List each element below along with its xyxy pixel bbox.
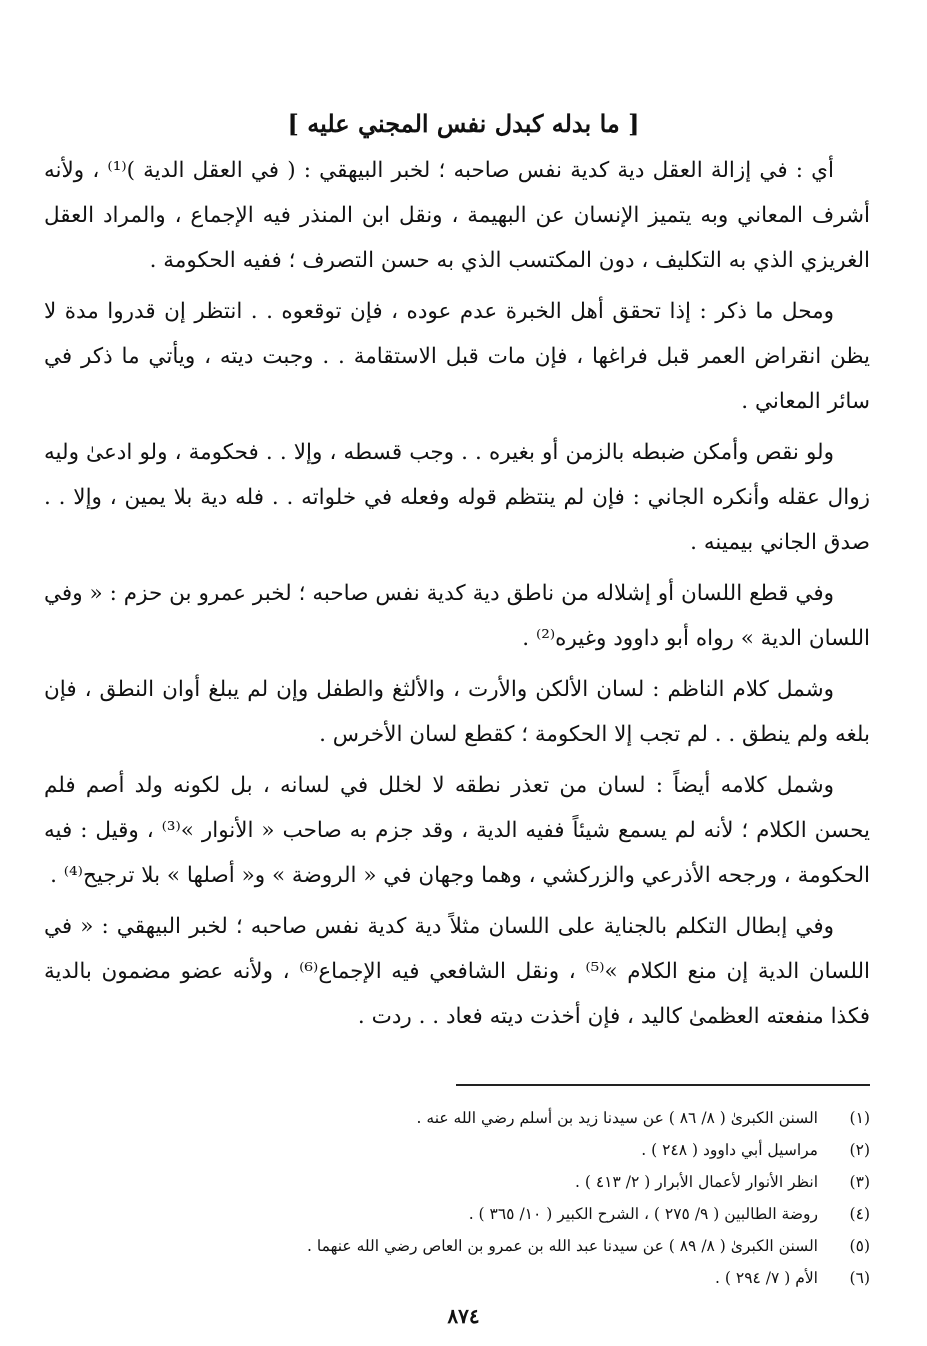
footnote-text: السنن الكبرىٰ ( ٨/ ٨٦ ) عن سيدنا زيد بن أسلم رضي الله عنه . [416, 1109, 818, 1127]
paragraph-4: وفي قطع اللسان أو إشلاله من ناطق دية كدية نفس صاحبه ؛ لخبر عمرو بن حزم : « وفي اللسان الدية » رواه أبو داوود وغيره⁽²⁾ . [44, 581, 870, 651]
footnote-1 [120, 1102, 870, 1134]
footnote-number: (٦) [849, 1269, 870, 1287]
paragraph-6: وشمل كلامه أيضاً : لسان من تعذر نطقه لا لخلل في لسانه ، بل لكونه ولد أصم فلم يحسن الكلام ؛ لأنه لم يسمع شيئاً ففيه الدية ، وقد جزم به صاحب « الأنوار »⁽³⁾ ، وقيل : فيه الحكومة ، ورجحه الأذرعي والزركشي ، وهما وجهان في « الروضة » و« أصلها » بلا ترجيح⁽⁴⁾ . [44, 773, 870, 888]
section-heading: [ ما بدله كبدل نفس المجني عليه ] [287, 109, 640, 138]
footnote-text: روضة الطالبين ( ٩/ ٢٧٥ ) ، الشرح الكبير ( ١٠/ ٣٦٥ ) . [468, 1205, 818, 1223]
footnote-text: انظر الأنوار لأعمال الأبرار ( ٢/ ٤١٣ ) . [575, 1173, 818, 1191]
footnote-text: الأم ( ٧/ ٢٩٤ ) . [715, 1269, 818, 1287]
footnote-text: مراسيل أبي داوود ( ٢٤٨ ) . [641, 1141, 818, 1159]
footnote-divider [456, 1084, 870, 1086]
paragraph-5: وشمل كلام الناظم : لسان الألكن والأرت ، والألثغ والطفل وإن لم يبلغ أوان النطق ، فإن بلغه ولم ينطق . . لم تجب إلا الحكومة ؛ كقطع لسان الأخرس . [44, 677, 870, 747]
footnotes [120, 1102, 870, 1294]
page-number: ٨٧٤ [447, 1304, 480, 1328]
footnote-text: السنن الكبرىٰ ( ٨/ ٨٩ ) عن سيدنا عبد الله بن عمرو بن العاص رضي الله عنهما . [307, 1237, 818, 1255]
footnote-number: (٣) [849, 1173, 870, 1191]
paragraph-1: أي : في إزالة العقل دية كدية نفس صاحبه ؛ لخبر البيهقي : ( في العقل الدية )⁽¹⁾ ، ولأنه أشرف المعاني وبه يتميز الإنسان عن البهيمة ، ونقل ابن المنذر فيه الإجماع ، والمراد العقل الغريزي الذي به التكليف ، دون المكتسب الذي به حسن التصرف ؛ ففيه الحكومة . [44, 158, 870, 273]
footnote-number: (١) [849, 1109, 870, 1127]
footnote-5 [120, 1230, 870, 1262]
paragraph-3: ولو نقص وأمكن ضبطه بالزمن أو بغيره . . وجب قسطه ، وإلا . . فحكومة ، ولو ادعىٰ وليه زوال عقله وأنكره الجاني : فإن لم ينتظم قوله وفعله في خلواته . . فله دية بلا يمين ، وإلا . . صدق الجاني بيمينه . [44, 440, 870, 555]
footnote-3 [120, 1166, 870, 1198]
paragraph-7: وفي إبطال التكلم بالجناية على اللسان مثلاً دية كدية نفس صاحبه ؛ لخبر البيهقي : « في اللسان الدية إن منع الكلام »⁽⁵⁾ ، ونقل الشافعي فيه الإجماع⁽⁶⁾ ، ولأنه عضو مضمون بالدية فكذا منفعته العظمىٰ كاليد ، فإن أخذت ديته فعاد . . ردت . [44, 914, 871, 1029]
paragraph-2: ومحل ما ذكر : إذا تحقق أهل الخبرة عدم عوده ، فإن توقعوه . . انتظر إن قدروا مدة لا يظن انقراض العمر قبل فراغها ، فإن مات قبل الاستقامة . . وجبت ديته ، ويأتي ما ذكر في سائر المعاني . [44, 299, 870, 414]
footnote-2 [120, 1134, 870, 1166]
body-text [44, 148, 870, 1039]
footnote-4 [120, 1198, 870, 1230]
footnote-number: (٥) [849, 1237, 870, 1255]
footnote-number: (٤) [849, 1205, 870, 1223]
footnote-number: (٢) [849, 1141, 870, 1159]
footnote-6 [120, 1262, 870, 1294]
